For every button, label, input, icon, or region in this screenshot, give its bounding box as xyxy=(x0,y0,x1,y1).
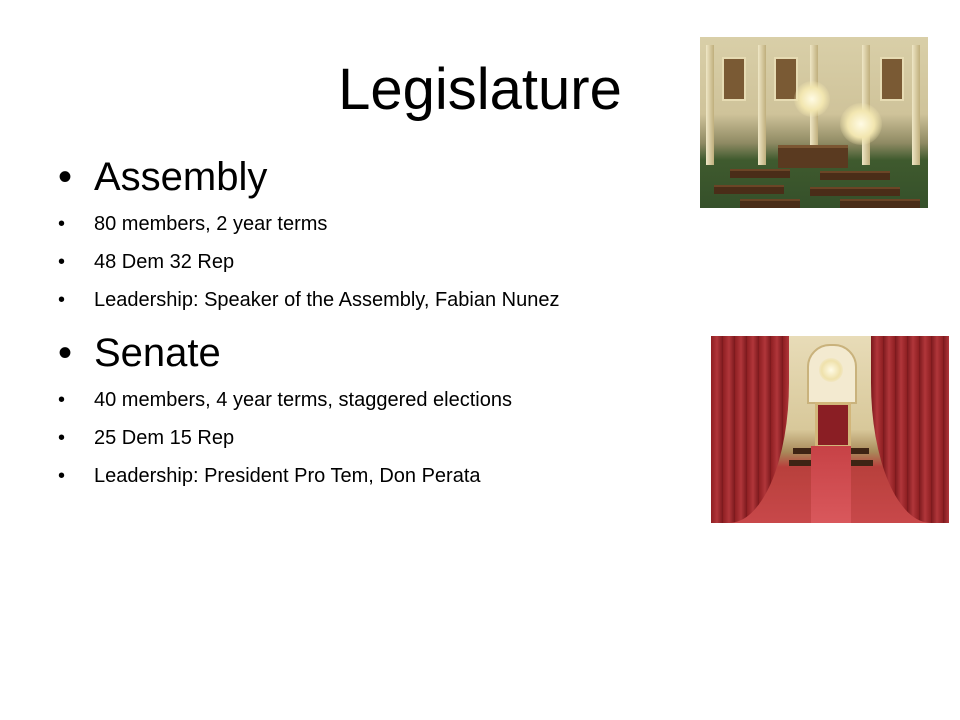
bullet-point: • xyxy=(58,155,73,199)
bullet-point: • xyxy=(58,213,66,235)
section-heading-text: Assembly xyxy=(94,155,268,199)
bullet-point: • xyxy=(58,331,73,375)
section-heading-text: Senate xyxy=(94,331,221,375)
bullet-point: • xyxy=(58,427,66,449)
list-item-text: 25 Dem 15 Rep xyxy=(94,427,235,449)
list-item-text: 48 Dem 32 Rep xyxy=(94,251,235,273)
list-item-text: Leadership: Speaker of the Assembly, Fabian Nunez xyxy=(94,289,560,311)
bullet-point: • xyxy=(58,251,66,273)
assembly-chamber-photo xyxy=(700,37,928,208)
bullet-point: • xyxy=(58,465,66,487)
slide-title: Legislature xyxy=(338,57,622,122)
senate-chamber-photo xyxy=(711,336,949,523)
list-item-text: Leadership: President Pro Tem, Don Perata xyxy=(94,465,481,487)
red-curtain-left xyxy=(711,336,789,523)
list-item-text: 40 members, 4 year terms, staggered elections xyxy=(94,389,512,411)
bullet-point: • xyxy=(58,289,66,311)
list-item-text: 80 members, 2 year terms xyxy=(94,213,328,235)
bullet-point: • xyxy=(58,389,66,411)
red-curtain-right xyxy=(871,336,949,523)
